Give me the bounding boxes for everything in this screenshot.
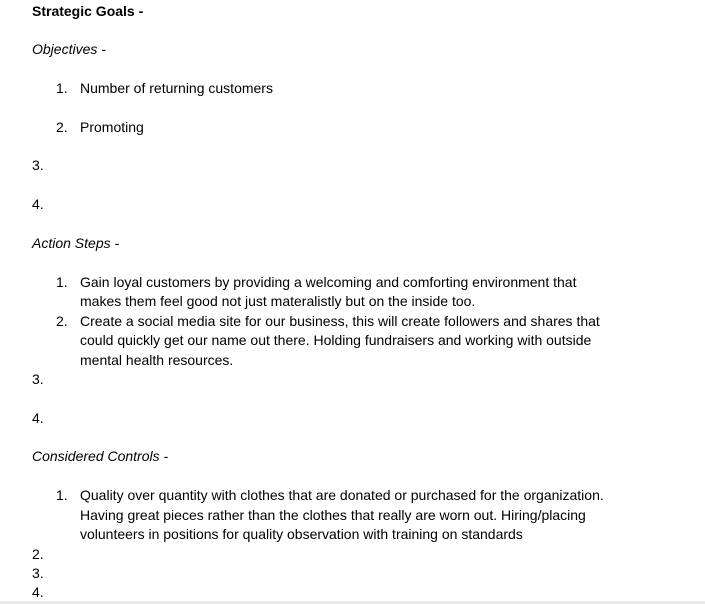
action-steps-item-1-line-1: Gain loyal customers by providing a welcoming and comforting environment that	[80, 274, 577, 290]
considered-controls-item-1-line-3: volunteers in positions for quality observation with training on standards	[80, 526, 523, 542]
action-steps-item-2-number: 2.	[56, 313, 68, 329]
action-steps-item-4-number: 4.	[32, 410, 44, 426]
action-steps-item-2-line-2: could quickly get our name out there. Holding fundraisers and working with outside	[80, 332, 592, 348]
considered-controls-item-1-line-2: Having great pieces rather than the clothes that really are worn out. Hiring/placing	[80, 507, 586, 523]
objectives-heading: Objectives -	[32, 41, 106, 57]
objectives-item-3-number: 3.	[32, 157, 44, 173]
action-steps-heading: Action Steps -	[32, 235, 120, 251]
considered-controls-item-4-number: 4.	[32, 584, 44, 600]
objectives-item-2-text: Promoting	[80, 119, 144, 135]
objectives-item-1-number: 1.	[56, 80, 68, 96]
objectives-item-1-text: Number of returning customers	[80, 80, 273, 96]
considered-controls-item-2-number: 2.	[32, 546, 44, 562]
objectives-item-2-number: 2.	[56, 119, 68, 135]
objectives-item-4-number: 4.	[32, 196, 44, 212]
considered-controls-item-1-number: 1.	[56, 487, 68, 503]
considered-controls-heading: Considered Controls -	[32, 448, 169, 464]
considered-controls-item-1-line-1: Quality over quantity with clothes that are donated or purchased for the organization.	[80, 487, 604, 503]
document-title: Strategic Goals -	[32, 3, 144, 19]
action-steps-item-3-number: 3.	[32, 371, 44, 387]
action-steps-item-1-number: 1.	[56, 274, 68, 290]
considered-controls-item-3-number: 3.	[32, 565, 44, 581]
action-steps-item-2-line-3: mental health resources.	[80, 352, 234, 368]
action-steps-item-2-line-1: Create a social media site for our business, this will create followers and shares that	[80, 313, 600, 329]
action-steps-item-1-line-2: makes them feel good not just materalistly but on the inside too.	[80, 293, 476, 309]
